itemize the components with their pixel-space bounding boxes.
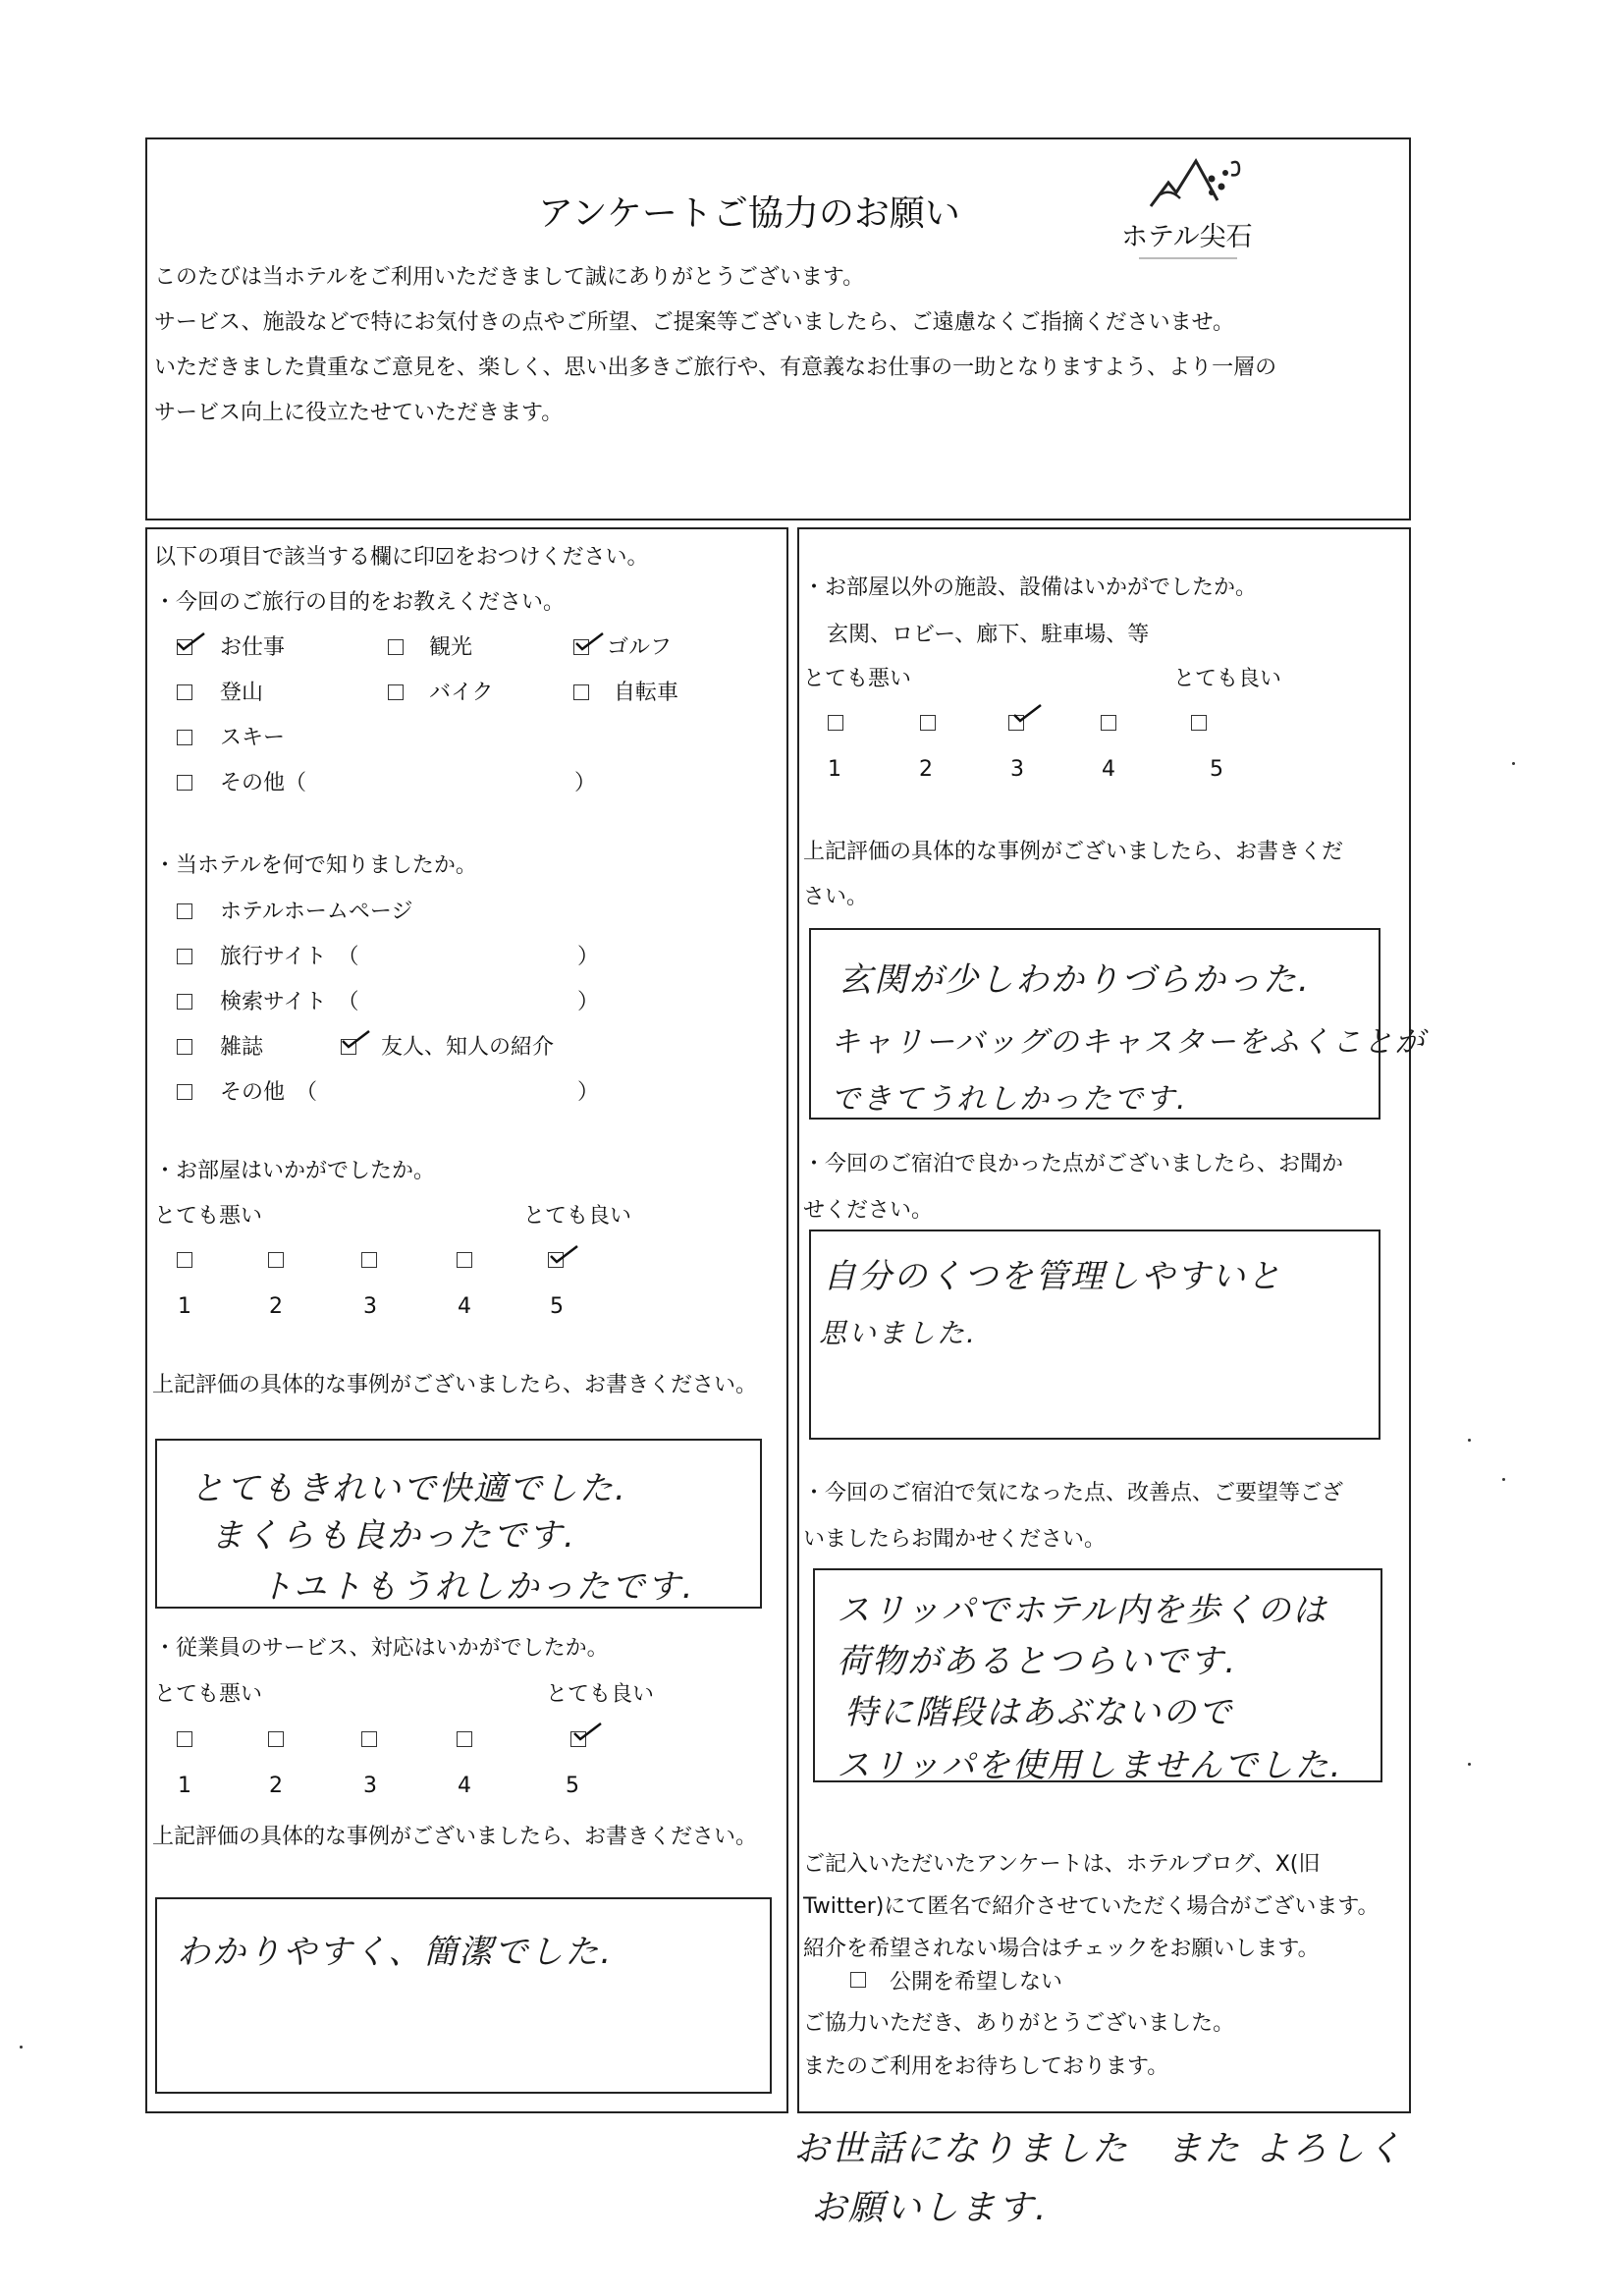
q1-option-bicycle: 自転車 bbox=[614, 681, 679, 705]
q5-high-label: とても良い bbox=[1173, 667, 1282, 691]
q1-question: ・今回のご旅行の目的をお教えください。 bbox=[154, 590, 566, 615]
q3-low-label: とても悪い bbox=[154, 1204, 263, 1229]
check-mark-icon bbox=[1011, 703, 1045, 725]
scan-speck bbox=[20, 2046, 23, 2049]
q7-answer-line-1: スリッパでホテル内を歩くのは bbox=[837, 1591, 1328, 1630]
q1-option-other: その他（ bbox=[220, 771, 307, 795]
q1-option-ski: スキー bbox=[220, 726, 286, 750]
thanks-text: ご協力いただき、ありがとうございました。 bbox=[803, 2011, 1235, 2036]
survey-title: アンケートご協力のお願い bbox=[538, 193, 960, 234]
q3-rating-box-1[interactable] bbox=[177, 1252, 192, 1268]
left-column-box bbox=[145, 527, 788, 2113]
q5-rating-box-1[interactable] bbox=[828, 715, 843, 731]
q4-answer-line-1: わかりやすく、簡潔でした. bbox=[177, 1933, 614, 1972]
footer-handwritten-line-2: お願いします. bbox=[811, 2188, 1049, 2228]
q1-checkbox-climbing[interactable] bbox=[177, 684, 192, 700]
q5-rating-box-4[interactable] bbox=[1101, 715, 1116, 731]
q1-option-motorbike: バイク bbox=[429, 681, 494, 705]
q5-scale-5: 5 bbox=[1210, 757, 1223, 782]
q4-scale-2: 2 bbox=[269, 1774, 283, 1798]
q3-answer-line-3: トユトもうれしかったです. bbox=[259, 1567, 695, 1607]
q2-travel-close-paren: ） bbox=[577, 945, 600, 969]
q5-examples: 玄関、ロビー、廊下、駐車場、等 bbox=[827, 623, 1150, 647]
logo-tagline-line bbox=[1139, 257, 1237, 259]
q2-option-friend: 友人、知人の紹介 bbox=[381, 1035, 555, 1060]
q3-answer-line-2: まくらも良かったです. bbox=[210, 1516, 576, 1556]
q3-answer-line-1: とてもきれいで快適でした. bbox=[190, 1469, 627, 1508]
q5-detail-prompt-line-2: さい。 bbox=[803, 885, 869, 909]
q5-answer-line-3: できてうれしかったです. bbox=[831, 1082, 1188, 1117]
q4-question: ・従業員のサービス、対応はいかがでしたか。 bbox=[154, 1636, 609, 1661]
q3-rating-box-4[interactable] bbox=[457, 1252, 472, 1268]
publish-opt-out-label: 公開を希望しない bbox=[890, 1970, 1063, 1995]
publish-notice-line-3: 紹介を希望されない場合はチェックをお願いします。 bbox=[803, 1937, 1320, 1961]
q2-other-close-paren: ） bbox=[577, 1080, 600, 1105]
q2-checkbox-other[interactable] bbox=[177, 1084, 192, 1100]
publish-notice-line-1: ご記入いただいたアンケートは、ホテルブログ、X(旧 bbox=[803, 1852, 1321, 1877]
intro-line-2: サービス、施設などで特にお気付きの点やご所望、ご提案等ございましたら、ご遠慮なくご指摘くださいませ。 bbox=[154, 310, 1235, 335]
q2-option-magazine: 雑誌 bbox=[220, 1035, 264, 1060]
q4-scale-1: 1 bbox=[178, 1774, 191, 1798]
q2-option-homepage: ホテルホームページ bbox=[220, 900, 413, 924]
check-mark-icon bbox=[175, 631, 208, 653]
q2-search-close-paren: ） bbox=[577, 990, 600, 1014]
q2-checkbox-search-site[interactable] bbox=[177, 994, 192, 1010]
q4-rating-box-2[interactable] bbox=[268, 1731, 284, 1747]
footer-handwritten-line-1: お世話になりました また よろしく bbox=[793, 2129, 1404, 2169]
check-mark-icon bbox=[571, 1722, 605, 1743]
hotel-logo-mountain-icon bbox=[1147, 149, 1255, 220]
q4-low-label: とても悪い bbox=[154, 1682, 263, 1707]
q5-rating-box-5[interactable] bbox=[1191, 715, 1207, 731]
intro-line-4: サービス向上に役立たせていただきます。 bbox=[154, 401, 564, 425]
q1-option-climbing: 登山 bbox=[220, 681, 264, 705]
q4-rating-box-4[interactable] bbox=[457, 1731, 472, 1747]
q1-checkbox-motorbike[interactable] bbox=[388, 684, 404, 700]
q7-answer-line-2: 荷物があるとつらいです. bbox=[837, 1642, 1238, 1681]
q1-option-sightseeing: 観光 bbox=[429, 635, 473, 660]
q4-high-label: とても良い bbox=[546, 1682, 655, 1707]
q3-scale-4: 4 bbox=[458, 1294, 471, 1319]
scan-speck bbox=[1468, 1763, 1471, 1766]
q3-detail-prompt: 上記評価の具体的な事例がございましたら、お書きください。 bbox=[152, 1373, 758, 1397]
q3-question: ・お部屋はいかがでしたか。 bbox=[154, 1159, 436, 1183]
q5-scale-3: 3 bbox=[1010, 757, 1024, 782]
hotel-logo-name: ホテル尖石 bbox=[1121, 222, 1253, 252]
q2-checkbox-travel-site[interactable] bbox=[177, 949, 192, 964]
q4-scale-3: 3 bbox=[363, 1774, 377, 1798]
q7-answer-line-4: スリッパを使用しませんでした. bbox=[837, 1746, 1343, 1785]
q5-rating-box-2[interactable] bbox=[920, 715, 936, 731]
q3-high-label: とても良い bbox=[523, 1204, 632, 1229]
q1-option-work: お仕事 bbox=[220, 635, 286, 660]
instruction-text: 以下の項目で該当する欄に印☑をおつけください。 bbox=[154, 545, 649, 570]
q3-rating-box-3[interactable] bbox=[361, 1252, 377, 1268]
q4-rating-box-1[interactable] bbox=[177, 1731, 192, 1747]
q6-answer-line-2: 思いました. bbox=[819, 1317, 977, 1349]
q2-question: ・当ホテルを何で知りましたか。 bbox=[154, 853, 477, 878]
q6-prompt-line-2: せください。 bbox=[803, 1198, 934, 1223]
q7-answer-line-3: 特に階段はあぶないので bbox=[844, 1693, 1233, 1732]
q5-scale-4: 4 bbox=[1102, 757, 1115, 782]
q2-option-search-site: 検索サイト （ bbox=[220, 990, 359, 1014]
q6-answer-line-1: 自分のくつを管理しやすいと bbox=[823, 1257, 1282, 1296]
q6-prompt-line-1: ・今回のご宿泊で良かった点がございましたら、お聞か bbox=[803, 1152, 1344, 1176]
publish-opt-out-checkbox[interactable] bbox=[850, 1972, 866, 1988]
q7-prompt-line-2: いましたらお聞かせください。 bbox=[803, 1527, 1107, 1552]
q4-scale-4: 4 bbox=[458, 1774, 471, 1798]
q2-checkbox-magazine[interactable] bbox=[177, 1039, 192, 1055]
check-mark-icon bbox=[573, 631, 607, 653]
check-mark-icon bbox=[548, 1244, 581, 1266]
q2-option-travel-site: 旅行サイト （ bbox=[220, 945, 359, 969]
q3-scale-5: 5 bbox=[550, 1294, 564, 1319]
q1-checkbox-other[interactable] bbox=[177, 775, 192, 791]
closing-text: またのご利用をお待ちしております。 bbox=[803, 2054, 1169, 2079]
q7-prompt-line-1: ・今回のご宿泊で気になった点、改善点、ご要望等ござ bbox=[803, 1481, 1344, 1505]
q5-answer-line-1: 玄関が少しわかりづらかった. bbox=[839, 960, 1311, 1000]
q1-checkbox-sightseeing[interactable] bbox=[388, 639, 404, 655]
q1-option-golf: ゴルフ bbox=[607, 635, 673, 660]
q2-checkbox-homepage[interactable] bbox=[177, 903, 192, 919]
q1-checkbox-bicycle[interactable] bbox=[573, 684, 589, 700]
q5-scale-2: 2 bbox=[919, 757, 933, 782]
q5-question: ・お部屋以外の施設、設備はいかがでしたか。 bbox=[803, 575, 1258, 600]
scan-speck bbox=[1512, 762, 1515, 765]
q4-scale-5: 5 bbox=[566, 1774, 579, 1798]
q1-checkbox-ski[interactable] bbox=[177, 730, 192, 745]
publish-notice-line-2: Twitter)にて匿名で紹介させていただく場合がございます。 bbox=[803, 1894, 1380, 1919]
q3-scale-2: 2 bbox=[269, 1294, 283, 1319]
scan-speck bbox=[1468, 1439, 1471, 1442]
q5-low-label: とても悪い bbox=[803, 667, 912, 691]
q5-scale-1: 1 bbox=[828, 757, 841, 782]
q3-rating-box-2[interactable] bbox=[268, 1252, 284, 1268]
q5-answer-line-2: キャリーバッグのキャスターをふくことが bbox=[831, 1025, 1427, 1060]
scan-speck bbox=[1502, 1478, 1505, 1481]
q3-scale-1: 1 bbox=[178, 1294, 191, 1319]
intro-line-1: このたびは当ホテルをご利用いただきまして誠にありがとうございます。 bbox=[154, 265, 865, 290]
q1-other-close-paren: ） bbox=[574, 771, 597, 795]
q3-scale-3: 3 bbox=[363, 1294, 377, 1319]
intro-line-3: いただきました貴重なご意見を、楽しく、思い出多きご旅行や、有意義なお仕事の一助となりますよう、より一層の bbox=[154, 355, 1277, 380]
q4-rating-box-3[interactable] bbox=[361, 1731, 377, 1747]
q2-option-other: その他 （ bbox=[220, 1080, 318, 1105]
q4-detail-prompt: 上記評価の具体的な事例がございましたら、お書きください。 bbox=[152, 1825, 758, 1849]
q5-detail-prompt-line-1: 上記評価の具体的な事例がございましたら、お書きくだ bbox=[803, 840, 1344, 864]
check-mark-icon bbox=[340, 1029, 373, 1051]
